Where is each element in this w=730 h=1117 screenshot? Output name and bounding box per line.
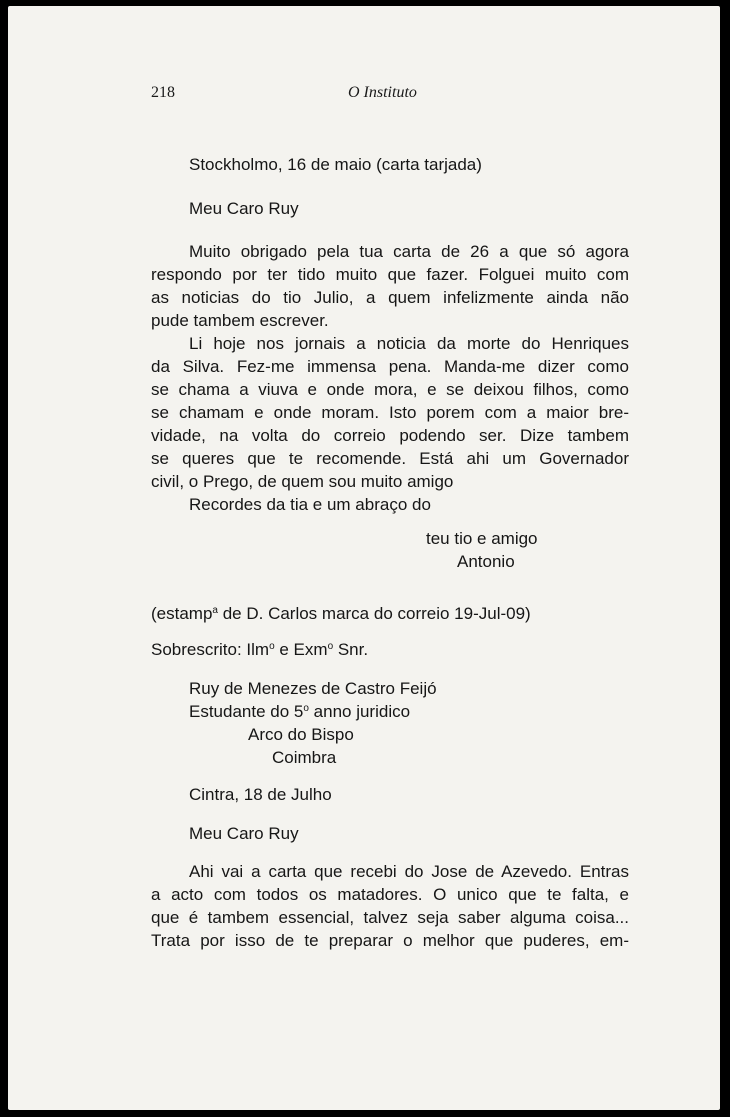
letter1-line: pude tambem escrever. xyxy=(151,311,329,330)
letter1-dateline: Stockholmo, 16 de maio (carta tarjada) xyxy=(189,155,482,174)
letter1-line: se queres que te recomende. Está ahi um Governador xyxy=(151,449,629,468)
letter1-line: Muito obrigado pela tua carta de 26 a que só agora xyxy=(189,242,629,261)
stamp-note: (estamp$^a$ de D. Carlos marca do correio 19-Jul-09) xyxy=(151,604,531,623)
envelope-label: Sobrescrito: Ilm$^o$ e Exm$^o$ Snr. xyxy=(151,640,369,659)
letter2-line: Trata por isso de te preparar o melhor que puderes, em- xyxy=(151,931,629,950)
letter1-closing: teu tio e amigo xyxy=(426,529,538,548)
envelope-recipient: Ruy de Menezes de Castro Feijó xyxy=(189,679,437,698)
letter2-line: que é tambem essencial, talvez seja saber alguma coisa... xyxy=(151,908,629,927)
page-number: 218 xyxy=(151,84,175,101)
book-page xyxy=(8,6,720,1110)
envelope-line: Arco do Bispo xyxy=(248,725,354,744)
letter2-dateline: Cintra, 18 de Julho xyxy=(189,785,332,804)
letter1-line: se chamam e onde moram. Isto porem com a maior bre- xyxy=(151,403,629,422)
letter1-salutation: Meu Caro Ruy xyxy=(189,199,299,218)
letter1-line: vidade, na volta do correio podendo ser. Dize tambem xyxy=(151,426,629,445)
letter1-line: Li hoje nos jornais a noticia da morte do Henriques xyxy=(189,334,629,353)
letter2-line: Ahi vai a carta que recebi do Jose de Azevedo. Entras xyxy=(189,862,629,881)
letter2-line: a acto com todos os matadores. O unico que te falta, e xyxy=(151,885,629,904)
letter2-salutation: Meu Caro Ruy xyxy=(189,824,299,843)
envelope-line: Estudante do 5$^o$ anno juridico xyxy=(189,702,411,721)
envelope-line: Coimbra xyxy=(272,748,337,767)
letter1-line: Recordes da tia e um abraço do xyxy=(189,495,431,514)
letter1-line: da Silva. Fez-me immensa pena. Manda-me dizer como xyxy=(151,357,629,376)
letter1-line: civil, o Prego, de quem sou muito amigo xyxy=(151,472,454,491)
page-header xyxy=(8,84,720,106)
letter1-line: se chama a viuva e onde mora, e se deixou filhos, como xyxy=(151,380,629,399)
letter1-line: as noticias do tio Julio, a quem infelizmente ainda não xyxy=(151,288,629,307)
letter1-signature: Antonio xyxy=(457,552,515,571)
letter1-line: respondo por ter tido muito que fazer. Folguei muito com xyxy=(151,265,629,284)
running-title: O Instituto xyxy=(348,84,417,101)
